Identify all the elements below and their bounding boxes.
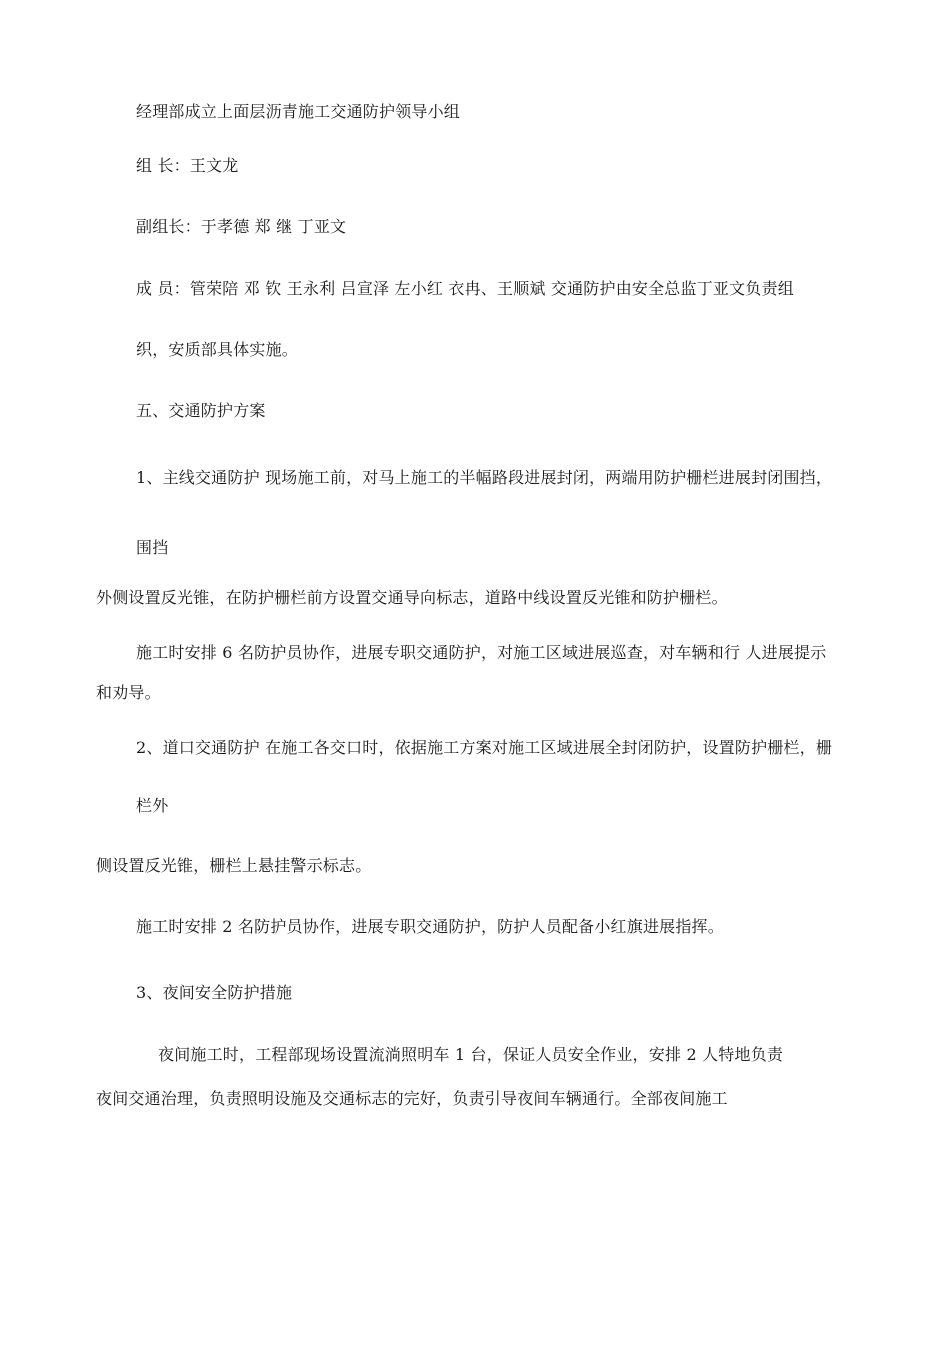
crossing-protection-continuation: 侧设置反光锥，栅栏上悬挂警示标志。: [96, 856, 372, 875]
mainline-staffing-continuation: 和劝导。: [96, 683, 161, 702]
section-heading-traffic-plan: 五、交通防护方案: [136, 401, 266, 420]
members-line: 成 员：管荣陪 邓 钦 王永利 吕宣泽 左小红 衣冉、王顺斌 交通防护由安全总监丁亚文负责组: [136, 279, 794, 298]
section-heading-leadership-group: 经理部成立上面层沥青施工交通防护领导小组: [136, 102, 461, 121]
night-safety-paragraph: 夜间施工时，工程部现场设置流淌照明车 1 台，保证人员安全作业，安排 2 人特地负责: [158, 1045, 784, 1064]
section-heading-night-safety: 3、夜间安全防护措施: [136, 983, 293, 1002]
mainline-protection-wrap: 围挡: [136, 538, 169, 557]
crossing-protection-wrap: 栏外: [136, 796, 169, 815]
mainline-staffing-paragraph: 施工时安排 6 名防护员协作，进展专职交通防护，对施工区域进展巡查，对车辆和行 人进展提示: [136, 643, 827, 662]
night-safety-continuation: 夜间交通治理，负责照明设施及交通标志的完好，负责引导夜间车辆通行。全部夜间施工: [96, 1089, 728, 1108]
deputy-leader-line: 副组长：于孝德 郑 继 丁亚文: [136, 217, 347, 236]
mainline-protection-continuation: 外侧设置反光锥，在防护栅栏前方设置交通导向标志，道路中线设置反光锥和防护栅栏。: [96, 588, 728, 607]
crossing-staffing-paragraph: 施工时安排 2 名防护员协作，进展专职交通防护，防护人员配备小红旗进展指挥。: [136, 917, 724, 936]
crossing-protection-paragraph: 2、道口交通防护 在施工各交口时，依据施工方案对施工区域进展全封闭防护，设置防护栅栏，栅: [136, 738, 833, 757]
members-continuation: 织，安质部具体实施。: [136, 340, 299, 359]
mainline-protection-paragraph: 1、主线交通防护 现场施工前，对马上施工的半幅路段进展封闭，两端用防护栅栏进展封闭围挡，: [136, 468, 833, 487]
group-leader-line: 组 长：王文龙: [136, 156, 239, 175]
